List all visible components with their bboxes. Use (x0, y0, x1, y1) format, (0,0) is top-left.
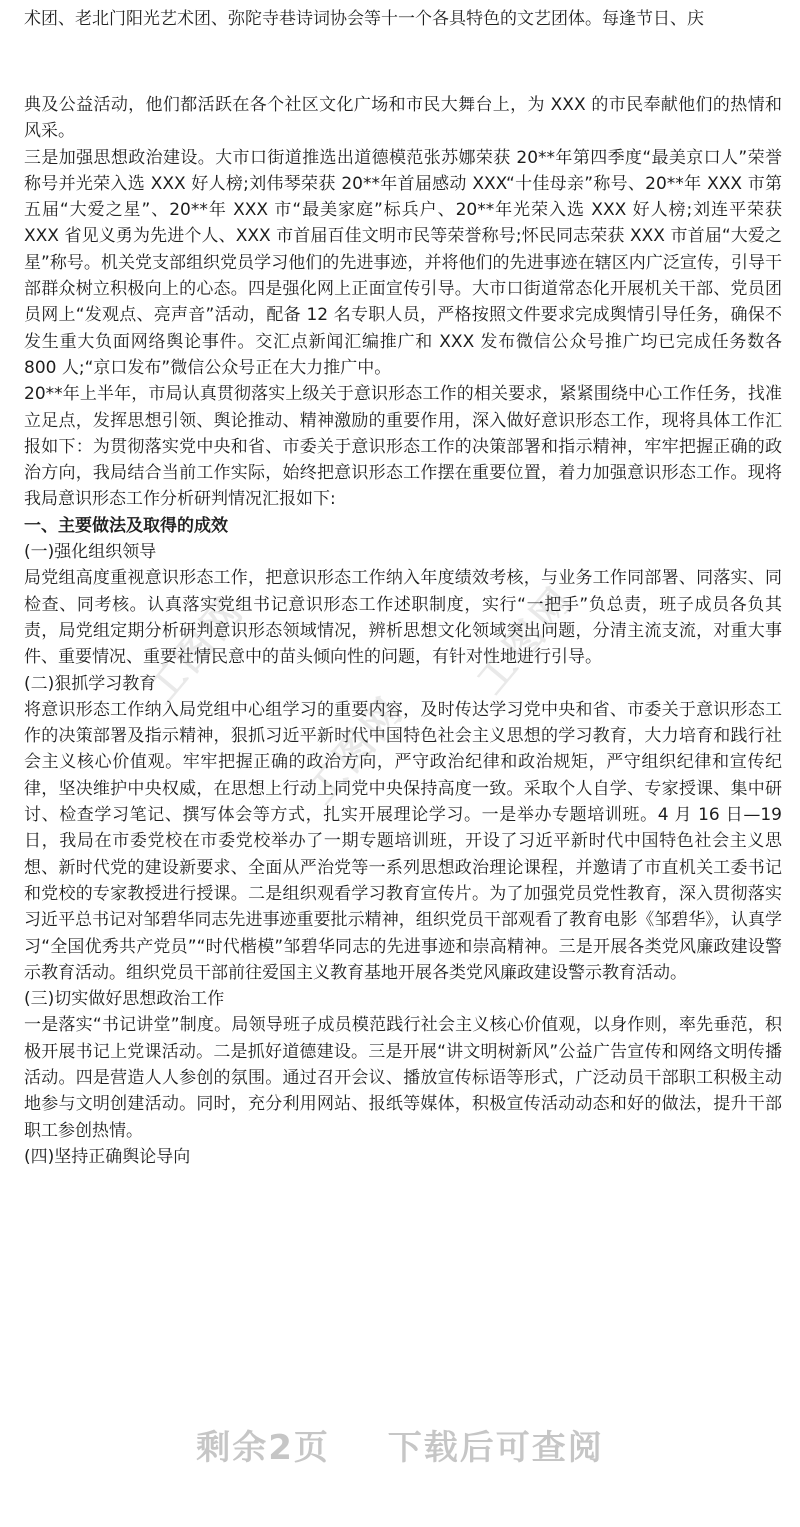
watermark: 工图网 (298, 687, 414, 813)
partial-top-line: 术团、老北门阳光艺术团、弥陀寺巷诗词协会等十一个各具特色的文艺团体。每逢节日、庆 (24, 9, 704, 29)
subsection-title: (二)狠抓学习教育 (24, 673, 157, 694)
document-body (24, 92, 782, 1170)
subsection-title: (三)切实做好思想政治工作 (24, 989, 225, 1010)
section-heading: 一、主要做法及取得的成效 (24, 515, 228, 536)
subsection-title: (一)强化组织领导 (24, 542, 157, 563)
paragraph: 20**年上半年，市局认真贯彻落实上级关于意识形态工作的相关要求，紧紧围绕中心工作任务，找准立足点，发挥思想引领、舆论推动、精神激励的重要作用，深入做好意识形态工作，现将具体工作汇报如下：为贯彻落实党中央和省、市委关于意识形态工作的决策部署和指示精神，牢牢把握正确的政治方向，我局结合当前工作实际，始终把意识形态工作摆在重要位置，着力加强意识形态工作。现将我局意识形态工作分析研判情况汇报如下: (24, 384, 782, 510)
watermark: 工图网 (138, 587, 254, 713)
paragraph: 局党组高度重视意识形态工作，把意识形态工作纳入年度绩效考核，与业务工作同部署、同落实、同检查、同考核。认真落实党组书记意识形态工作述职制度，实行“一把手”负总责，班子成员各负其责，局党组定期分析研判意识形态领域情况，辨析思想文化领域突出问题，分清主流支流，对重大事件、重要情况、重要社情民意中的苗头倾向性的问题，有针对性地进行引导。 (24, 568, 782, 668)
paragraph: 一是落实“书记讲堂”制度。局领导班子成员模范践行社会主义核心价值观，以身作则，率先垂范，积极开展书记上党课活动。二是抓好道德建设。三是开展“讲文明树新风”公益广告宣传和网络文明传播活动。四是营造人人参创的氛围。通过召开会议、播放宣传标语等形式，广泛动员干部职工积极主动地参与文明创建活动。同时，充分利用网站、报纸等媒体，积极宣传活动动态和好的做法，提升干部职工参创热情。 (24, 1015, 782, 1141)
paragraph: 三是加强思想政治建设。大市口街道推选出道德模范张苏娜荣获 20**年第四季度“最美京口人”荣誉称号并光荣入选 XXX 好人榜;刘伟琴荣获 20**年首届感动 XXX“十佳母亲”称号、20**年 XXX 市第五届“大爱之星”、20**年 XXX 市“最美家庭”标兵户、20**年光荣入选 XXX 好人榜;刘连平荣获 XXX 省见义勇为先进个人、XXX 市首届百佳文明市民等荣誉称号;怀民同志荣获 XXX 市首届“大爱之星”称号。机关党支部组织党员学习他们的先进事迹，并将他们的先进事迹在辖区内广泛宣传，引导干部群众树立积极向上的心态。四是强化网上正面宣传引导。大市口街道常态化开展机关干部、党员团员网上“发观点、亮声音”活动，配备 12 名专职人员，严格按照文件要求完成舆情引导任务，确保不发生重大负面网络舆论事件。交汇点新闻汇编推广和 XXX 发布微信公众号推广均已完成任务数各 800 人;“京口发布”微信公众号正在大力推广中。 (24, 147, 782, 378)
subsection-title: (四)坚持正确舆论导向 (24, 1146, 191, 1167)
paragraph: 典及公益活动，他们都活跃在各个社区文化广场和市民大舞台上，为 XXX 的市民奉献他们的热情和风采。 (24, 95, 782, 142)
download-banner[interactable] (0, 1420, 800, 1469)
paragraph: 将意识形态工作纳入局党组中心组学习的重要内容，及时传达学习党中央和省、市委关于意识形态工作的决策部署及指示精神，狠抓习近平新时代中国特色社会主义思想的学习教育，大力培育和践行社会主义核心价值观。牢牢把握正确的政治方向，严守政治纪律和政治规矩，严守组织纪律和宣传纪律，坚决维护中央权威，在思想上行动上同党中央保持高度一致。采取个人自学、专家授课、集中研讨、检查学习笔记、撰写体会等方式，扎实开展理论学习。一是举办专题培训班。4 月 16 日—19 日，我局在市委党校在市委党校举办了一期专题培训班，开设了习近平新时代中国特色社会主义思想、新时代党的建设新要求、全面从严治党等一系列思想政治理论课程，并邀请了市直机关工委书记和党校的专家教授进行授课。二是组织观看学习教育宣传片。为了加强党员党性教育，深入贯彻落实习近平总书记对邹碧华同志先进事迹重要批示精神，组织党员干部观看了教育电影《邹碧华》，认真学习“全国优秀共产党员”“时代楷模”邹碧华同志的先进事迹和崇高精神。三是开展各类党风廉政建设警示教育活动。组织党员干部前往爱国主义教育基地开展各类党风廉政建设警示教育活动。 (24, 699, 782, 983)
watermark: 工图网 (468, 577, 584, 703)
download-to-view-label[interactable]: 下载后可查阅 (387, 1428, 604, 1468)
remaining-pages-label: 剩余2页 (196, 1428, 330, 1468)
